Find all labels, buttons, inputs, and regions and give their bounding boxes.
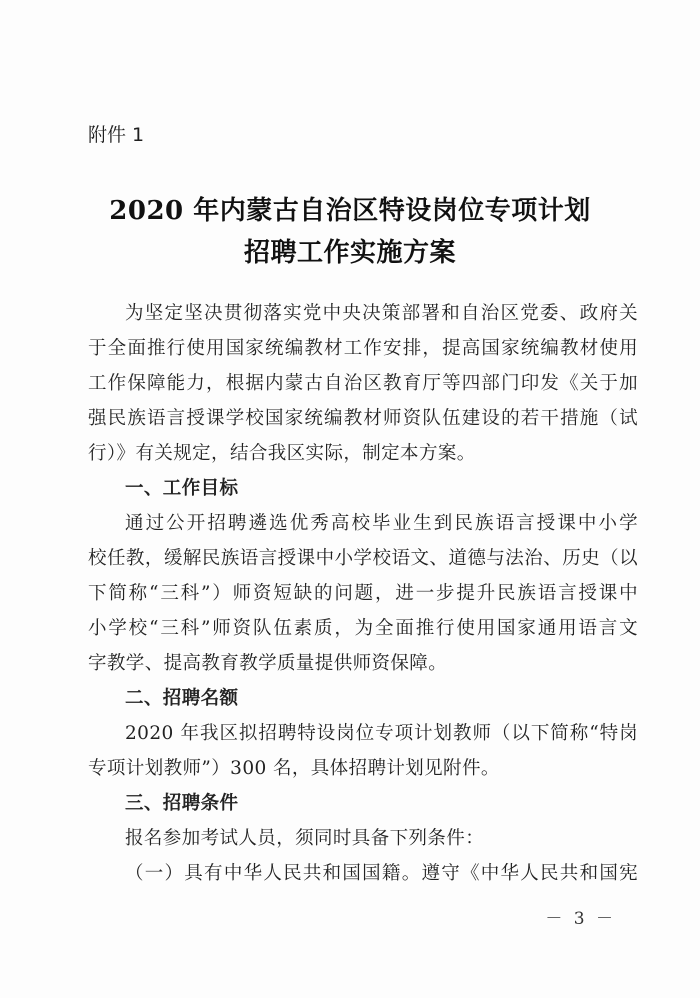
document-body <box>88 296 638 891</box>
section-heading: 二、招聘名额 <box>125 688 239 709</box>
paragraph-line: 行）》有关规定，结合我区实际，制定本方案。 <box>88 443 476 464</box>
paragraph-line: 强民族语言授课学校国家统编教材师资队伍建设的若干措施（试 <box>88 408 638 429</box>
page-number: － 3 － <box>545 909 616 929</box>
paragraph-line: 工作保障能力，根据内蒙古自治区教育厅等四部门印发《关于加 <box>88 373 638 394</box>
section-heading: 三、招聘条件 <box>125 793 239 814</box>
document-title-line-1: 2020 年内蒙古自治区特设岗位专项计划 <box>109 196 591 226</box>
paragraph-line: 通过公开招聘遴选优秀高校毕业生到民族语言授课中小学 <box>125 513 638 534</box>
paragraph-line: 小学校“三科”师资队伍素质，为全面推行使用国家通用语言文 <box>88 618 638 639</box>
paragraph-line: 下简称“三科”）师资短缺的问题，进一步提升民族语言授课中 <box>88 583 638 604</box>
section-heading: 一、工作目标 <box>125 478 239 499</box>
paragraph-line: 报名参加考试人员，须同时具备下列条件： <box>125 828 485 849</box>
paragraph-line: （一）具有中华人民共和国国籍。遵守《中华人民共和国宪 <box>125 863 638 884</box>
paragraph-line: 2020 年我区拟招聘特设岗位专项计划教师（以下简称“特岗 <box>125 723 638 744</box>
paragraph-line: 专项计划教师”）300 名，具体招聘计划见附件。 <box>88 758 500 779</box>
paragraph-line: 于全面推行使用国家统编教材工作安排，提高国家统编教材使用 <box>88 338 638 359</box>
paragraph-line: 字教学、提高教育教学质量提供师资保障。 <box>88 653 448 674</box>
paragraph-line: 校任教，缓解民族语言授课中小学校语文、道德与法治、历史（以 <box>88 548 638 569</box>
attachment-label: 附件 1 <box>88 124 145 146</box>
document-title-line-2: 招聘工作实施方案 <box>243 238 456 268</box>
paragraph-line: 为坚定坚决贯彻落实党中央决策部署和自治区党委、政府关 <box>125 303 638 324</box>
